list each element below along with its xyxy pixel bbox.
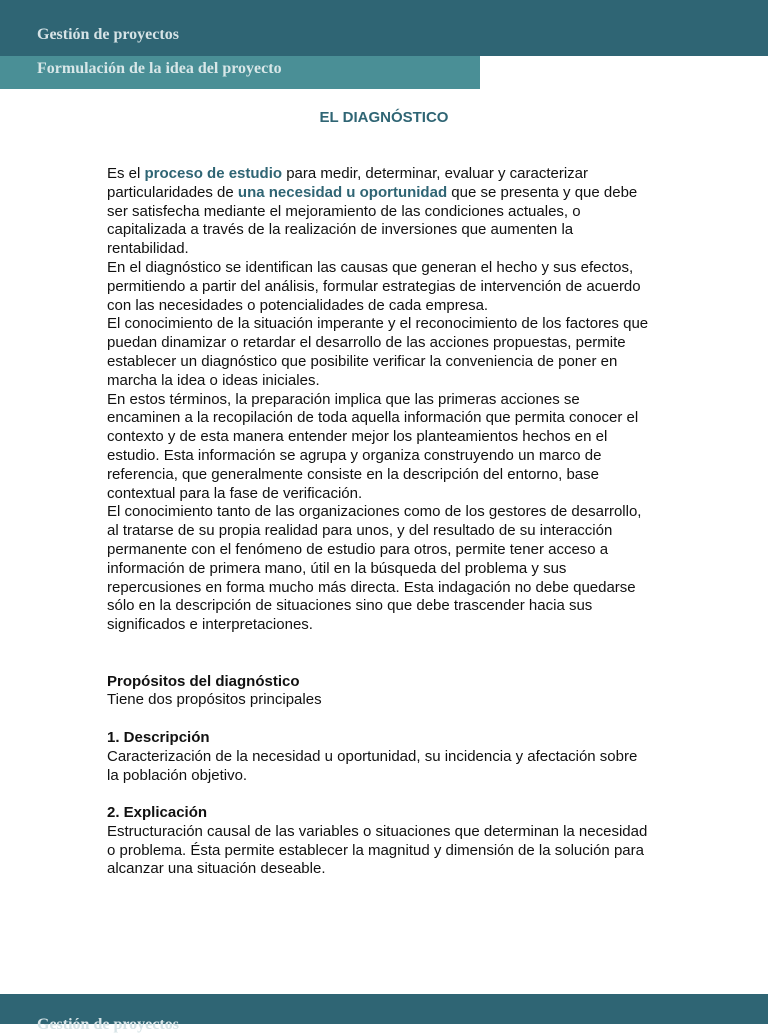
- highlight-term: proceso de estudio: [144, 165, 283, 182]
- purposes-heading: Propósitos del diagnóstico: [107, 672, 300, 690]
- purpose-heading: 1. Descripción: [107, 728, 210, 746]
- document-body: [107, 165, 653, 879]
- purposes-intro: Tiene dos propósitos principales: [107, 691, 322, 709]
- footer-title: Gestión de proyectos: [37, 1016, 179, 1033]
- paragraph-text: Es el: [107, 165, 145, 182]
- purpose-item-description: [107, 729, 653, 785]
- purpose-item-explanation: [107, 804, 653, 879]
- paragraph-text: que se presenta y que debe ser satisfecha mediante el mejoramiento de las condiciones actuales, o capitalizada a través de la realización de inversiones que aumenten la rentabilidad.: [107, 183, 638, 258]
- document-footer-bar: [0, 994, 768, 1033]
- purposes-section: [107, 673, 653, 880]
- paragraph-causes: En el diagnóstico se identifican las causas que generan el hecho y sus efectos, permitiendo a partir del análisis, formular estrategias de intervención de acuerdo con las necesidades o potencialidades de cada empresa.: [107, 258, 641, 314]
- paragraph-definition: [107, 165, 653, 259]
- purpose-text: Caracterización de la necesidad u oportunidad, su incidencia y afectación sobre la población objetivo.: [107, 747, 638, 784]
- paragraph-text: para medir, determinar, evaluar y caracterizar particularidades de: [107, 165, 589, 201]
- purpose-text: Estructuración causal de las variables o situaciones que determinan la necesidad o problema. Ésta permite establecer la magnitud y dimensión de la solución para alcanzar una situación deseable.: [107, 822, 648, 878]
- paragraph-organizations: El conocimiento tanto de las organizaciones como de los gestores de desarrollo, al tratarse de su propia realidad para unos, y del resultado de su interacción permanente con el fenómeno de estudio para otros, permite tener acceso a información de primera mano, útil en la búsqueda del problema y sus repercusiones en forma mucho más directa. Esta indagación no debe quedarse sólo en la descripción de situaciones sino que debe trascender hacia sus significados e interpretaciones.: [107, 503, 642, 634]
- paragraph-preparation: En estos términos, la preparación implica que las primeras acciones se encaminen a la recopilación de toda aquella información que permita conocer el contexto y de esta manera entender mejor los planteamientos hechos en el estudio. Esta información se agrupa y organiza construyendo un marco de referencia, que generalmente consiste en la descripción del entorno, base contextual para la fase de verificación.: [107, 390, 639, 502]
- purpose-heading: 2. Explicación: [107, 804, 208, 822]
- section-title: EL DIAGNÓSTICO: [319, 109, 449, 126]
- document-subheader-bar: [0, 56, 480, 89]
- header-title: Gestión de proyectos: [37, 26, 179, 43]
- document-header-bar: [0, 0, 768, 56]
- paragraph-knowledge: El conocimiento de la situación imperante y el reconocimiento de los factores que puedan dinamizar o retardar el desarrollo de las acciones propuestas, permite establecer un diagnóstico que posibilite verificar la conveniencia de poner en marcha la idea o ideas iniciales.: [107, 315, 649, 389]
- highlight-term: una necesidad u oportunidad: [237, 183, 448, 201]
- header-subtitle: Formulación de la idea del proyecto: [37, 60, 282, 77]
